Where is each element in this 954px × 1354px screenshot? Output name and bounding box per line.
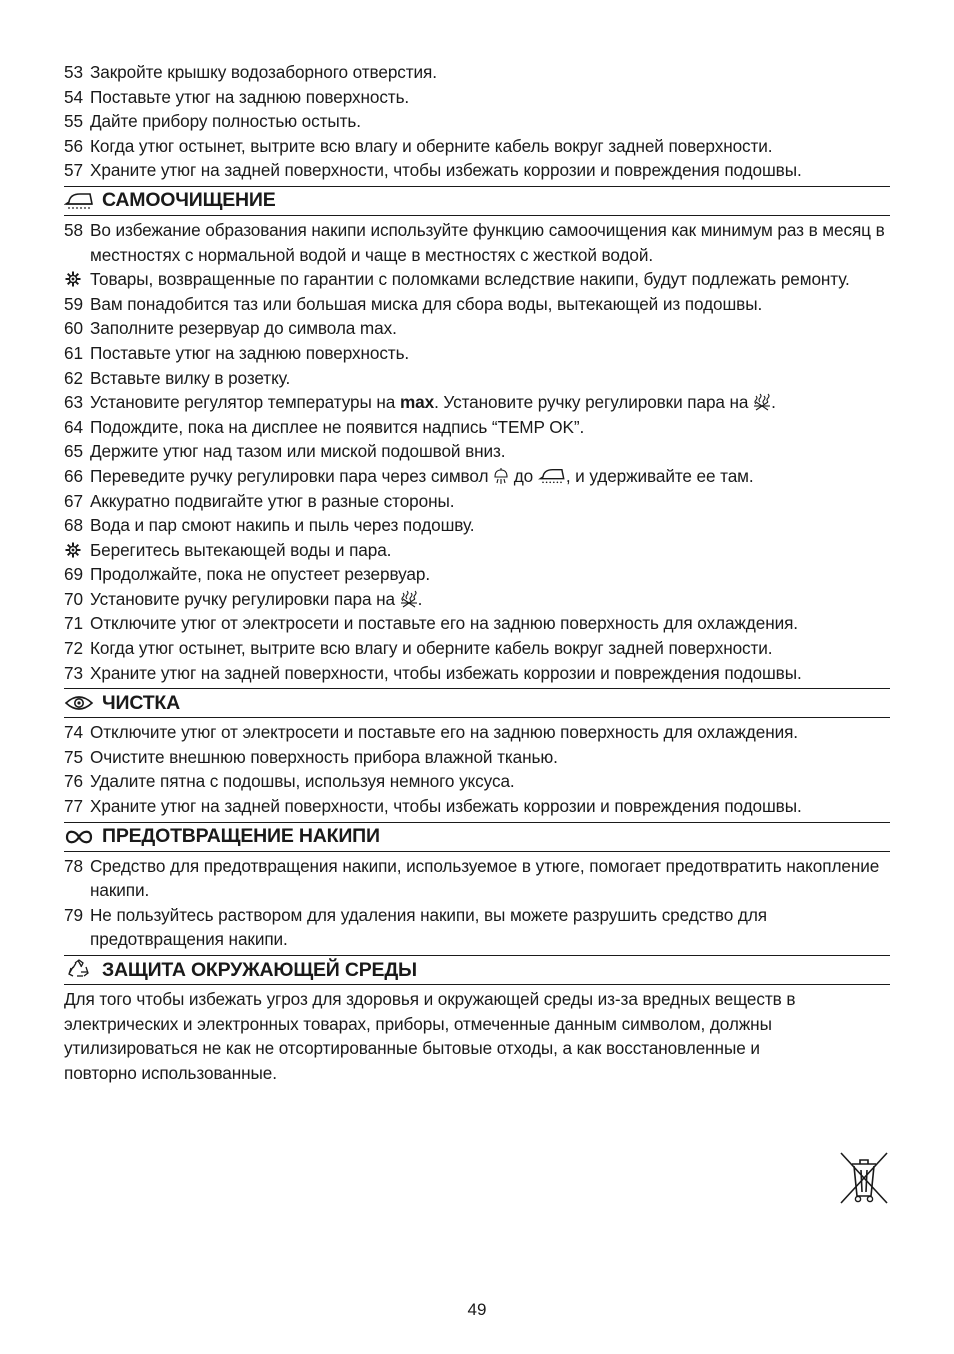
list-item: 73 Храните утюг на задней поверхности, чтобы избежать коррозии и повреждения подошвы.	[64, 662, 802, 683]
list-item: 71 Отключите утюг от электросети и поставьте его на заднюю поверхность для охлаждения.	[64, 613, 798, 634]
iron-selfclean-icon	[64, 190, 94, 212]
infinity-icon	[64, 826, 94, 848]
section-header-antiscale	[64, 822, 890, 852]
warning-star-icon	[65, 542, 81, 558]
section-title: ПРЕДОТВРАЩЕНИЕ НАКИПИ	[102, 825, 380, 848]
steam-max-icon	[753, 393, 771, 411]
section-title: ЧИСТКА	[102, 691, 181, 714]
iron-selfclean-icon	[538, 467, 566, 485]
page-content	[64, 60, 890, 1085]
list-item: 65 Держите утюг над тазом или миской подошвой вниз.	[64, 441, 506, 462]
list-item: 63 Установите регулятор температуры на max. Установите ручку регулировки пара на .	[64, 392, 776, 413]
environment-paragraph: Для того чтобы избежать угроз для здоровья и окружающей среды из-за вредных веществ в электрических и электронных товарах, приборы, отмеченные данным символом, должны утилизироваться не как не отсортированные бытовые отходы, а как восстановленные и повторно использованные.	[64, 989, 796, 1083]
list-item: 61 Поставьте утюг на заднюю поверхность.	[64, 342, 410, 363]
crossed-bin-icon	[838, 1150, 890, 1206]
section-title: ЗАЩИТА ОКРУЖАЮЩЕЙ СРЕДЫ	[102, 958, 417, 981]
list-item: 66 Переведите ручку регулировки пара через символ до , и удерживайте ее там.	[64, 465, 754, 486]
list-item: 64 Подождите, пока на дисплее не появится надпись “TEMP OK”.	[64, 416, 585, 437]
eye-icon	[64, 692, 94, 714]
list-item: 74 Отключите утюг от электросети и поставьте его на заднюю поверхность для охлаждения.	[64, 722, 798, 743]
warning-item: Товары, возвращенные по гарантии с поломками вследствие накипи, будут подлежать ремонту.	[64, 267, 890, 292]
recycle-icon	[64, 959, 94, 981]
steam-max-icon	[400, 590, 418, 608]
list-item: 75 Очистите внешнюю поверхность прибора влажной тканью.	[64, 746, 558, 767]
list-item: 76 Удалите пятна с подошвы, используя немного уксуса.	[64, 771, 515, 792]
list-item: 56 Когда утюг остынет, вытрите всю влагу и оберните кабель вокруг задней поверхности.	[64, 135, 773, 156]
list-item: 60 Заполните резервуар до символа max.	[64, 318, 397, 339]
list-item: 57 Храните утюг на задней поверхности, чтобы избежать коррозии и повреждения подошвы.	[64, 160, 802, 181]
section-header-selfclean	[64, 186, 890, 216]
list-item: 79 Не пользуйтесь раствором для удаления накипи, вы можете разрушить средство для предотвращения накипи.	[64, 904, 767, 950]
list-item: 53 Закройте крышку водозаборного отверстия.	[64, 62, 437, 82]
warning-item: Берегитесь вытекающей воды и пара.	[64, 538, 890, 563]
section-title: САМООЧИЩЕНИЕ	[102, 189, 276, 212]
list-item: 72 Когда утюг остынет, вытрите всю влагу и оберните кабель вокруг задней поверхности.	[64, 638, 773, 659]
list-item: 59 Вам понадобится таз или большая миска для сбора воды, вытекающей из подошвы.	[64, 293, 763, 314]
list-item: 69 Продолжайте, пока не опустеет резервуар.	[64, 564, 431, 585]
warning-star-icon	[65, 271, 81, 287]
section-header-clean	[64, 688, 890, 718]
page-number: 49	[467, 1300, 487, 1319]
list-item: 67 Аккуратно подвигайте утюг в разные стороны.	[64, 490, 455, 511]
list-item: 78 Средство для предотвращения накипи, используемое в утюге, помогает предотвратить накопление накипи.	[64, 855, 880, 901]
list-item: 68 Вода и пар смоют накипь и пыль через подошву.	[64, 515, 475, 536]
section-header-environment	[64, 955, 890, 985]
steam-shot-icon	[493, 467, 509, 485]
list-item: 77 Храните утюг на задней поверхности, чтобы избежать коррозии и повреждения подошвы.	[64, 796, 802, 817]
list-item: 70 Установите ручку регулировки пара на .	[64, 588, 423, 609]
list-item: 54 Поставьте утюг на заднюю поверхность.	[64, 86, 410, 107]
list-item: 62 Вставьте вилку в розетку.	[64, 367, 291, 388]
list-item: 58 Во избежание образования накипи используйте функцию самоочищения как минимум раз в месяц в местностях с нормальной водой и чаще в местностях с жесткой водой.	[64, 219, 885, 265]
list-item: 55 Дайте прибору полностью остыть.	[64, 111, 361, 132]
